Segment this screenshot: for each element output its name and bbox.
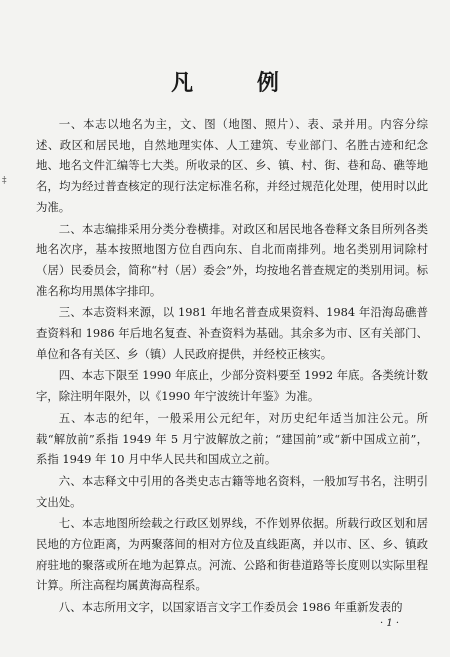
- paragraph-1: 一、本志以地名为主，文、图（地图、照片）、表、录并用。内容分综述、政区和居民地，自然地理实体、人工建筑、专业部门、名胜古迹和纪念地、地名文件汇编等七大类。所收录的区、乡、镇、村、街、巷和岛、礁等地名，均为经过普查核定的现行法定标准名称，并经过规范化处理，使用时以此为准。: [36, 117, 428, 214]
- paragraph-3: 三、本志资料来源，以 1981 年地名普查成果资料、1984 年沿海岛礁普查资料和 1986 年后地名复查、补查资料为基础。其余多为市、区有关部门、单位和各有关区、乡（镇）人民政府提供，并经校正核实。: [36, 305, 428, 361]
- paragraph-7: 七、本志地图所绘载之行政区划界线，不作划界依据。所载行政区划和居民地的方位距离，为两聚落间的相对方位及直线距离，并以市、区、乡、镇政府驻地的聚落或所在地为起算点。河流、公路和街巷道路等长度则以实际里程计算。所注高程均属黄海高程系。: [36, 516, 428, 593]
- paragraph-4: 四、本志下限至 1990 年底止，少部分资料要至 1992 年底。各类统计数字，除注明年限外，以《1990 年宁波统计年鉴》为准。: [36, 368, 428, 404]
- paragraph-5: 五、本志的纪年，一般采用公元纪年，对历史纪年适当加注公元。所载“解放前”系指 1949 年 5 月宁波解放之前；“建国前”或“新中国成立前”，系指 1949 年 10 月中华人民共和国成立之前。: [36, 410, 428, 467]
- paragraph-8: 八、本志所用文字，以国家语言文字工作委员会 1986 年重新发表的: [58, 600, 403, 615]
- body-text: [36, 114, 428, 619]
- page-title: 凡 例: [171, 71, 307, 96]
- paragraph-2: 二、本志编排采用分类分卷横排。对政区和居民地各卷释文条目所列各类地名次序，基本按照地图方位自西向东、自北而南排列。地名类别用词除村（居）民委员会，简称“村（居）委会”外，均按地名普查规定的类别用词。标准名称均用黑体字排印。: [36, 221, 428, 298]
- margin-mark: ‡: [2, 176, 7, 186]
- page-number: · 1 ·: [380, 618, 400, 629]
- paragraph-6: 六、本志释文中引用的各类史志古籍等地名资料，一般加写书名，注明引文出处。: [36, 473, 428, 509]
